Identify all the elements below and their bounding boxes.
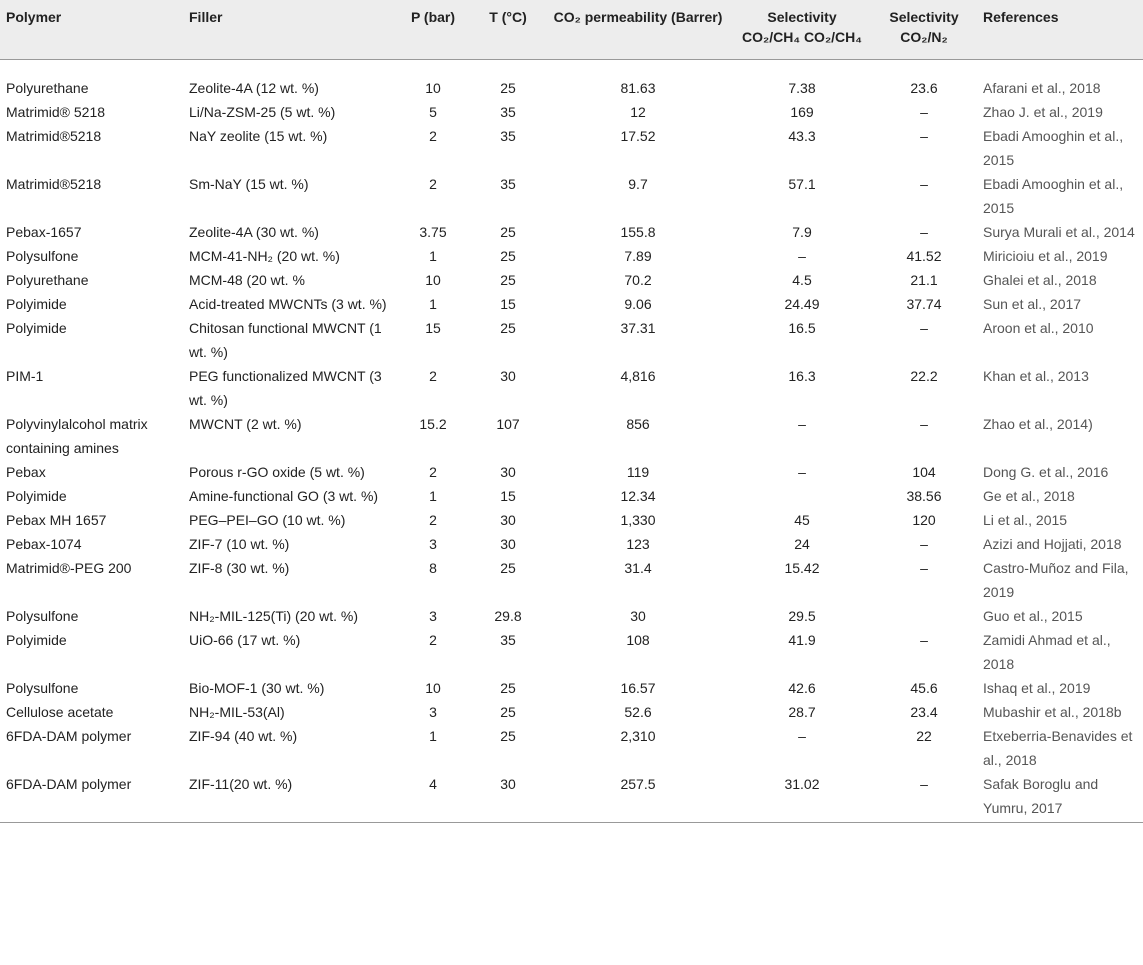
cell-selectivity-n2: – xyxy=(920,104,928,120)
cell-polymer: 6FDA-DAM polymer xyxy=(6,728,132,744)
cell-selectivity-ch4: 43.3 xyxy=(788,128,816,144)
cell-selectivity-ch4: 24 xyxy=(794,536,810,552)
cell-filler: Porous r-GO oxide (5 wt. %) xyxy=(189,464,365,480)
cell-temperature: 35 xyxy=(500,104,516,120)
cell-temperature: 25 xyxy=(500,560,516,576)
table-row xyxy=(0,508,1143,532)
cell-pressure: 10 xyxy=(425,272,441,288)
cell-selectivity-ch4: 28.7 xyxy=(788,704,816,720)
header-temperature: T (°C) xyxy=(473,0,543,60)
cell-selectivity-n2: – xyxy=(871,772,977,823)
cell-reference: Azizi and Hojjati, 2018 xyxy=(983,536,1122,552)
cell-selectivity-n2: 21.1 xyxy=(910,272,938,288)
cell-polymer: Pebax-1074 xyxy=(6,536,82,552)
cell-reference: Zamidi Ahmad et al., 2018 xyxy=(983,632,1111,672)
cell-temperature: 25 xyxy=(500,680,516,696)
cell-permeability: 2,310 xyxy=(620,728,656,744)
cell-selectivity-ch4: 4.5 xyxy=(792,272,812,288)
cell-filler: MCM-41-NH₂ (20 wt. %) xyxy=(189,248,340,264)
cell-filler: Li/Na-ZSM-25 (5 wt. %) xyxy=(189,104,336,120)
cell-polymer: Polyurethane xyxy=(6,272,89,288)
cell-selectivity-ch4: 15.42 xyxy=(784,560,820,576)
table-row xyxy=(0,60,1143,101)
cell-filler: ZIF-11(20 wt. %) xyxy=(183,772,393,823)
cell-permeability: 257.5 xyxy=(543,772,733,823)
cell-temperature: 25 xyxy=(500,80,516,96)
cell-permeability: 9.06 xyxy=(624,296,652,312)
cell-pressure: 10 xyxy=(425,80,441,96)
cell-polymer: Matrimid®-PEG 200 xyxy=(6,560,132,576)
table-row xyxy=(0,172,1143,220)
cell-selectivity-n2: – xyxy=(920,416,928,432)
cell-polymer: Polyimide xyxy=(6,320,67,336)
cell-permeability: 108 xyxy=(626,632,650,648)
cell-reference: Ebadi Amooghin et al., 2015 xyxy=(983,176,1124,216)
cell-polymer: Matrimid®5218 xyxy=(6,128,102,144)
cell-polymer: Pebax xyxy=(6,464,46,480)
table-body xyxy=(0,60,1143,823)
cell-selectivity-n2: – xyxy=(920,224,928,240)
cell-selectivity-n2: – xyxy=(920,176,928,192)
cell-permeability: 9.7 xyxy=(628,176,648,192)
cell-selectivity-ch4: 29.5 xyxy=(788,608,816,624)
cell-selectivity-ch4: 31.02 xyxy=(733,772,871,823)
cell-reference: Ghalei et al., 2018 xyxy=(983,272,1097,288)
cell-selectivity-n2: 45.6 xyxy=(910,680,938,696)
cell-selectivity-ch4: – xyxy=(798,416,806,432)
cell-reference: Miricioiu et al., 2019 xyxy=(983,248,1108,264)
cell-filler: MCM-48 (20 wt. % xyxy=(189,272,305,288)
cell-selectivity-n2: 23.4 xyxy=(910,704,938,720)
cell-selectivity-ch4: 7.9 xyxy=(792,224,812,240)
cell-selectivity-n2 xyxy=(871,604,977,628)
cell-selectivity-ch4: 42.6 xyxy=(788,680,816,696)
cell-temperature: 30 xyxy=(500,464,516,480)
cell-polymer: Polyimide xyxy=(6,296,67,312)
cell-temperature: 35 xyxy=(500,128,516,144)
header-permeability: CO₂ permeability (Barrer) xyxy=(543,0,733,60)
cell-permeability: 4,816 xyxy=(620,368,656,384)
table-header xyxy=(0,0,1143,60)
cell-selectivity-n2: 41.52 xyxy=(906,248,942,264)
cell-selectivity-ch4: – xyxy=(798,728,806,744)
table-row xyxy=(0,484,1143,508)
cell-selectivity-ch4: 41.9 xyxy=(788,632,816,648)
cell-selectivity-n2: 120 xyxy=(912,512,936,528)
cell-reference: Surya Murali et al., 2014 xyxy=(983,224,1135,240)
cell-reference: Guo et al., 2015 xyxy=(983,608,1083,624)
header-pressure: P (bar) xyxy=(393,0,473,60)
cell-filler: Zeolite-4A (12 wt. %) xyxy=(189,80,319,96)
cell-selectivity-n2: – xyxy=(920,560,928,576)
cell-temperature: 25 xyxy=(500,728,516,744)
cell-reference: Afarani et al., 2018 xyxy=(983,80,1101,96)
cell-pressure: 2 xyxy=(429,176,437,192)
cell-selectivity-ch4: 16.5 xyxy=(788,320,816,336)
cell-polymer: Pebax MH 1657 xyxy=(6,512,107,528)
cell-selectivity-ch4: 45 xyxy=(794,512,810,528)
header-polymer: Polymer xyxy=(0,0,183,60)
cell-pressure: 2 xyxy=(429,512,437,528)
cell-temperature: 35 xyxy=(500,176,516,192)
cell-filler: NH₂-MIL-53(Al) xyxy=(189,704,285,720)
cell-reference: Ge et al., 2018 xyxy=(983,488,1075,504)
cell-permeability: 1,330 xyxy=(620,512,656,528)
cell-temperature: 25 xyxy=(500,704,516,720)
table-row xyxy=(0,604,1143,628)
cell-selectivity-n2: 22 xyxy=(916,728,932,744)
table-row xyxy=(0,532,1143,556)
cell-polymer: Pebax-1657 xyxy=(6,224,82,240)
cell-filler: UiO-66 (17 wt. %) xyxy=(189,632,301,648)
cell-permeability: 81.63 xyxy=(620,80,656,96)
cell-filler: NH₂-MIL-125(Ti) (20 wt. %) xyxy=(189,608,359,624)
cell-temperature: 15 xyxy=(500,296,516,312)
cell-selectivity-n2: 37.74 xyxy=(906,296,942,312)
cell-reference: Sun et al., 2017 xyxy=(983,296,1082,312)
cell-pressure: 2 xyxy=(429,128,437,144)
cell-polymer: Polysulfone xyxy=(6,248,79,264)
cell-filler: ZIF-7 (10 wt. %) xyxy=(189,536,290,552)
table-row xyxy=(0,364,1143,412)
table-row xyxy=(0,292,1143,316)
cell-selectivity-ch4 xyxy=(733,484,871,508)
cell-pressure: 10 xyxy=(425,680,441,696)
cell-pressure: 15 xyxy=(425,320,441,336)
cell-polymer: Polyurethane xyxy=(6,80,89,96)
cell-reference: Aroon et al., 2010 xyxy=(983,320,1094,336)
cell-reference: Castro-Muñoz and Fila, 2019 xyxy=(983,560,1129,600)
cell-temperature: 25 xyxy=(500,248,516,264)
cell-selectivity-ch4: 16.3 xyxy=(788,368,816,384)
cell-temperature: 25 xyxy=(500,272,516,288)
cell-pressure: 1 xyxy=(429,488,437,504)
cell-reference: Mubashir et al., 2018b xyxy=(983,704,1122,720)
cell-pressure: 2 xyxy=(429,632,437,648)
cell-polymer: Polyimide xyxy=(6,488,67,504)
table-row xyxy=(0,244,1143,268)
cell-temperature: 107 xyxy=(496,416,520,432)
table-row xyxy=(0,556,1143,604)
table-row xyxy=(0,220,1143,244)
cell-pressure: 3 xyxy=(429,704,437,720)
cell-polymer: Polyimide xyxy=(6,632,67,648)
cell-polymer: Cellulose acetate xyxy=(6,704,114,720)
cell-pressure: 1 xyxy=(429,248,437,264)
cell-selectivity-n2: – xyxy=(920,536,928,552)
table-row xyxy=(0,676,1143,700)
cell-reference: Ishaq et al., 2019 xyxy=(983,680,1091,696)
header-references: References xyxy=(977,0,1143,60)
cell-filler: MWCNT (2 wt. %) xyxy=(189,416,302,432)
cell-filler: Chitosan functional MWCNT (1 wt. %) xyxy=(189,320,382,360)
table-row xyxy=(0,628,1143,676)
cell-pressure: 2 xyxy=(429,464,437,480)
cell-temperature: 35 xyxy=(500,632,516,648)
cell-temperature: 30 xyxy=(500,368,516,384)
cell-selectivity-ch4: – xyxy=(798,248,806,264)
cell-filler: Sm-NaY (15 wt. %) xyxy=(189,176,309,192)
cell-polymer: Matrimid®5218 xyxy=(6,176,102,192)
cell-pressure: 8 xyxy=(429,560,437,576)
cell-filler: PEG functionalized MWCNT (3 wt. %) xyxy=(189,368,382,408)
cell-selectivity-n2: 104 xyxy=(912,464,936,480)
cell-polymer: Matrimid® 5218 xyxy=(6,104,106,120)
header-filler: Filler xyxy=(183,0,393,60)
cell-selectivity-ch4: 7.38 xyxy=(788,80,816,96)
header-selectivity-n2: Selectivity CO₂/N₂ xyxy=(871,0,977,60)
cell-selectivity-n2: – xyxy=(920,320,928,336)
table-row xyxy=(0,268,1143,292)
cell-pressure: 4 xyxy=(393,772,473,823)
cell-filler: ZIF-94 (40 wt. %) xyxy=(189,728,298,744)
table-row xyxy=(0,124,1143,172)
cell-polymer: 6FDA-DAM polymer xyxy=(0,772,183,823)
cell-pressure: 15.2 xyxy=(419,416,447,432)
cell-temperature: 29.8 xyxy=(494,608,522,624)
cell-selectivity-n2: 22.2 xyxy=(910,368,938,384)
cell-filler: PEG–PEI–GO (10 wt. %) xyxy=(189,512,346,528)
cell-selectivity-n2: 38.56 xyxy=(906,488,942,504)
cell-reference: Dong G. et al., 2016 xyxy=(983,464,1109,480)
cell-filler: Amine-functional GO (3 wt. %) xyxy=(189,488,379,504)
cell-reference: Ebadi Amooghin et al., 2015 xyxy=(983,128,1124,168)
table-row xyxy=(0,772,1143,823)
cell-reference: Zhao et al., 2014) xyxy=(983,416,1093,432)
cell-temperature: 25 xyxy=(500,320,516,336)
cell-permeability: 119 xyxy=(626,464,650,480)
cell-selectivity-n2: – xyxy=(920,128,928,144)
cell-temperature: 25 xyxy=(500,224,516,240)
cell-permeability: 155.8 xyxy=(620,224,656,240)
cell-polymer: Polysulfone xyxy=(6,608,79,624)
cell-pressure: 2 xyxy=(429,368,437,384)
cell-filler: ZIF-8 (30 wt. %) xyxy=(189,560,290,576)
cell-filler: NaY zeolite (15 wt. %) xyxy=(189,128,328,144)
cell-selectivity-n2: – xyxy=(920,632,928,648)
cell-permeability: 37.31 xyxy=(620,320,656,336)
table-row xyxy=(0,100,1143,124)
cell-pressure: 1 xyxy=(429,296,437,312)
cell-temperature: 30 xyxy=(473,772,543,823)
cell-polymer: Polysulfone xyxy=(6,680,79,696)
cell-filler: Acid-treated MWCNTs (3 wt. %) xyxy=(189,296,387,312)
cell-pressure: 3 xyxy=(429,536,437,552)
table-row xyxy=(0,316,1143,364)
cell-reference: Safak Boroglu and Yumru, 2017 xyxy=(977,772,1143,823)
cell-temperature: 30 xyxy=(500,536,516,552)
cell-permeability: 52.6 xyxy=(624,704,652,720)
table-row xyxy=(0,412,1143,460)
header-selectivity-ch4: Selectivity CO₂/CH₄ CO₂/CH₄ xyxy=(733,0,871,60)
cell-selectivity-ch4: – xyxy=(798,464,806,480)
cell-reference: Khan et al., 2013 xyxy=(983,368,1089,384)
cell-permeability: 70.2 xyxy=(624,272,652,288)
cell-selectivity-ch4: 169 xyxy=(790,104,814,120)
cell-reference: Etxeberria-Benavides et al., 2018 xyxy=(983,728,1133,768)
cell-permeability: 30 xyxy=(630,608,646,624)
cell-reference: Li et al., 2015 xyxy=(983,512,1068,528)
cell-permeability: 17.52 xyxy=(620,128,656,144)
cell-pressure: 3 xyxy=(429,608,437,624)
cell-pressure: 1 xyxy=(429,728,437,744)
cell-pressure: 5 xyxy=(429,104,437,120)
table-row xyxy=(0,724,1143,772)
cell-pressure: 3.75 xyxy=(419,224,447,240)
table-row xyxy=(0,460,1143,484)
cell-temperature: 30 xyxy=(500,512,516,528)
cell-filler: Zeolite-4A (30 wt. %) xyxy=(189,224,319,240)
cell-filler: Bio-MOF-1 (30 wt. %) xyxy=(189,680,325,696)
cell-temperature: 15 xyxy=(500,488,516,504)
cell-selectivity-ch4: 24.49 xyxy=(784,296,820,312)
cell-permeability: 12.34 xyxy=(620,488,656,504)
cell-selectivity-ch4: 57.1 xyxy=(788,176,816,192)
cell-permeability: 12 xyxy=(630,104,646,120)
cell-selectivity-n2: 23.6 xyxy=(910,80,938,96)
cell-permeability: 856 xyxy=(626,416,650,432)
cell-permeability: 123 xyxy=(626,536,650,552)
cell-permeability: 31.4 xyxy=(624,560,652,576)
cell-polymer: PIM-1 xyxy=(6,368,44,384)
cell-permeability: 7.89 xyxy=(624,248,652,264)
cell-permeability: 16.57 xyxy=(620,680,656,696)
cell-reference: Zhao J. et al., 2019 xyxy=(983,104,1103,120)
table-row xyxy=(0,700,1143,724)
cell-polymer: Polyvinylalcohol matrix containing amines xyxy=(6,416,148,456)
